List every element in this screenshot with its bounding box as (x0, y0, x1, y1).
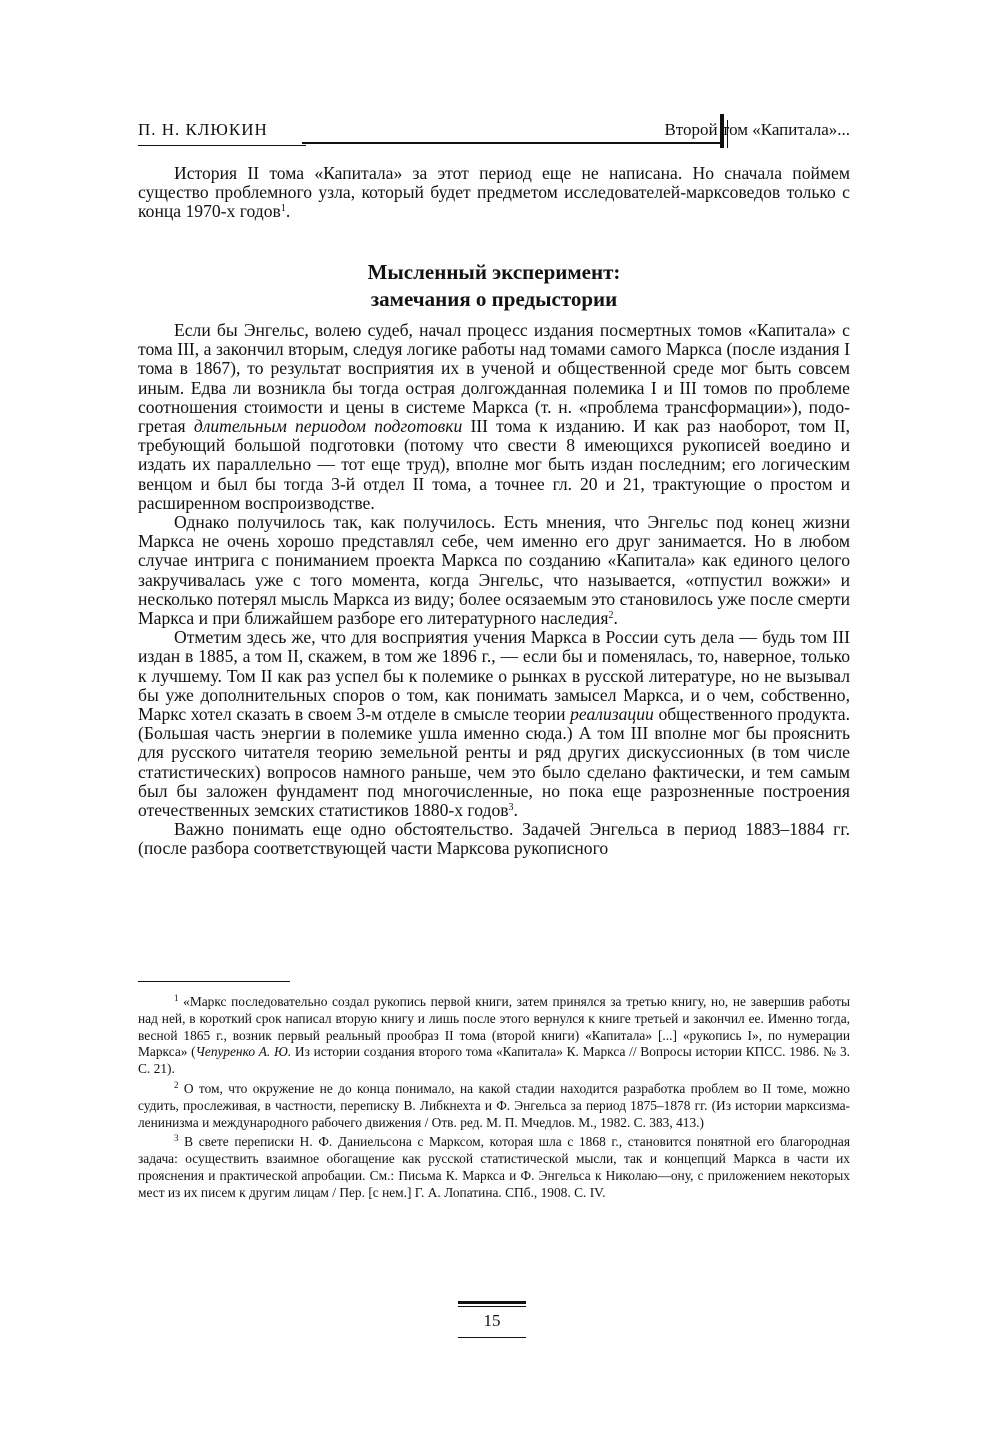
body-text (138, 321, 850, 859)
intro-paragraph (138, 164, 850, 222)
page-number-rule-bottom (458, 1337, 526, 1338)
footnote-2: $^2$ О том, что окружение не до конца понимало, на какой стадии находится разработка проблем во II томе, можно судить, прослеживая, в частности, переписку В. Либкнехта и Ф. Энгельса за период 1875–1878 гг. (Из истории марксизма-ленинизма и международного рабочего движения / Отв. ред. М. П. Мчедлов. М., 1982. С. 383, 413.) (138, 1079, 850, 1130)
paragraph-2: Однако получилось так, как получилось. Есть мнения, что Энгельс под конец жизни Маркса не очень хорошо представлял себе, чем именно его друг занимается. Но в любом случае интрига с пониманием проекта Маркса по созданию «Капитала» как единого целого закручивалась уже с того момента, когда Энгельс, что называется, «отпустил вожжи» и несколько потерял мысль Маркса из виду; более осязаемым это становилось уже после смерти Маркса и при ближайшем разборе его литературного наследия$^2$. (138, 512, 850, 629)
section-heading-line-1: Мысленный эксперимент: (367, 260, 621, 284)
footnote-separator (138, 981, 290, 982)
running-header (138, 114, 850, 148)
footnote-ref-3[interactable]: 3 (508, 802, 514, 814)
footnote-ref-2[interactable]: 2 (608, 610, 614, 622)
section-heading (138, 259, 850, 313)
paragraph-4: Важно понимать еще одно обстоятельство. Задачей Энгельса в период 1883–1884 гг. (после разбора соответствующей части Марксова рукописного (138, 819, 850, 859)
footnote-1-author: Чепуренко А. Ю. (195, 1044, 292, 1060)
header-author: П. Н. КЛЮКИН (138, 120, 268, 139)
header-underline (138, 145, 306, 146)
page-number-rule-top-thin (458, 1306, 526, 1307)
paragraph-3: Отметим здесь же, что для восприятия учения Маркса в России суть дела — будь том III издан в 1885, а том II, скажем, в том же 1896 г., — если бы и поменялась, то, наверное, только к лучшему. Том II как раз успел бы к полемике о рынках в русской литературе, но не вызывал бы уже дополнительных споров о том, как понимать замысел Маркса, и о чем, собственно, Маркс хотел сказать в своем 3-м отделе в смысле теории реализации общественного продукта. (Большая часть энергии в полемике ушла именно сюда.) А том III вполне мог бы прояснить для русского читателя теорию земельной ренты и ряд других дискуссионных (в том числе статистических) вопросов намного раньше, чем это было сделано фактически, и тем самым был бы заложен фундамент под многочисленные, но пока еще разрозненные построения отечественных земских статистиков 1880-х годов$^3$. (138, 627, 850, 821)
footnote-3: $^3$ В свете переписки Н. Ф. Даниельсона с Марксом, которая шла с 1868 г., становится понятной его благородная задача: осуществить взаимное обогащение как русской статистической мысли, так и концепций Маркса в части их прояснения и практической апробации. См.: Письма К. Маркса и Ф. Энгельса к Николаю—ону, с приложением некоторых мест из их писем к другим лицам / Пер. [с нем.] Г. А. Лопатина. СПб., 1908. С. IV. (138, 1133, 850, 1200)
paragraph-1: Если бы Энгельс, волею судеб, начал процесс издания посмертных томов «Капитала» с тома III, а закончил вторым, следуя логике работы над томами самого Маркса (после издания I тома в 1867), то результат восприятия их в ученой и общественной среде мог быть совсем иным. Едва ли возникла бы тогда острая долгожданная полемика I и III томов по проблеме соотношения стоимости и цены в системе Маркса (т. н. «проблема трансформации»), подогретая длительным периодом подготовки III тома к изданию. И как раз наоборот, том II, требующий большой подготовки (потому что свести 8 имеющихся рукописей воедино и издать их параллельно — тот еще труд), вполне мог быть издан последним; его логическим венцом и был бы тогда 3-й отдел II тома, а точнее гл. 20 и 21, трактующие о простом и расширенном воспроизводстве. (138, 320, 850, 513)
section-heading-line-2: замечания о предыстории (370, 287, 618, 311)
page-number: 15 (483, 1311, 501, 1330)
footnotes (138, 994, 850, 1205)
intro-end: . (285, 201, 291, 222)
header-running-title: Второй том «Капитала»... (664, 120, 850, 139)
page-number-rule-top (458, 1301, 526, 1304)
emphasis-long-preparation: длительным периодом подготовки (193, 416, 463, 437)
header-rule (302, 142, 722, 144)
emphasis-realization: реализации (570, 704, 654, 725)
intro-text: История II тома «Капитала» за этот период еще не написана. Но сначала поймем существо проблемного узла, который будет предметом исследователей-марксоведов только с конца 1970-х годов (138, 163, 850, 222)
footnote-1: $^1$ «Маркс последовательно создал рукопись первой книги, затем принялся за третью книгу, но, не завершив работы над ней, в короткий срок написал вторую книгу и лишь после этого вернулся к книге третьей и закончил ее. Именно тогда, весной 1865 г., возник первый реальный прообраз II тома (второй книги) «Капитала» [...] «рукопись I», по нумерации Маркса» (Чепуренко А. Ю. Из истории создания второго тома «Капитала» К. Маркса // Вопросы истории КПСС. 1986. № 3. С. 21). (138, 993, 850, 1077)
footnote-ref-1[interactable]: 1 (280, 203, 286, 215)
